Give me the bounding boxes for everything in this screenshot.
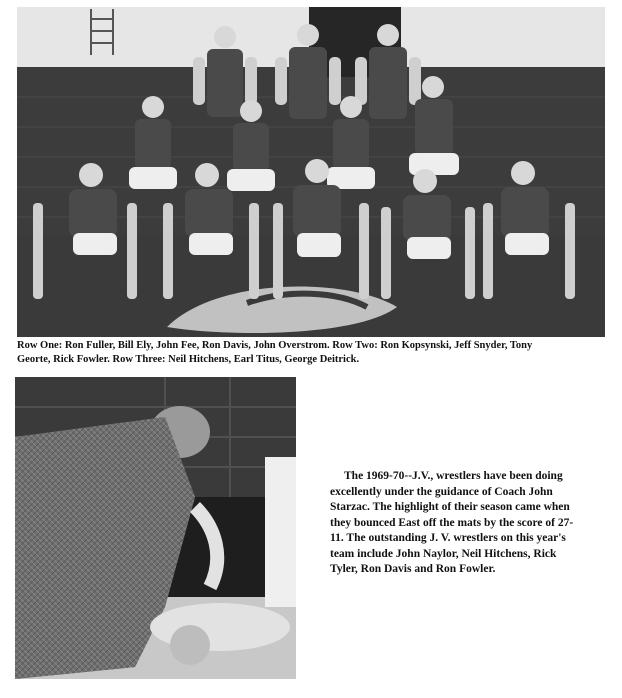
article-paragraph: The 1969-70--J.V., wrestlers have been doing excellently under the guidance of Coach John Starzac. The highlight of their season came when they bounced East off the mats by the score of 27-11. The outstanding J. V. wrestlers on this year's team include John Naylor, Neil Hitchens, Rick Tyler, Ron Davis and Ron Fowler. bbox=[330, 470, 574, 575]
team-photo bbox=[17, 7, 605, 337]
action-photo bbox=[15, 377, 296, 679]
photo-caption: Row One: Ron Fuller, Bill Ely, John Fee, Ron Davis, John Overstrom. Row Two: Ron Kopsynski, Jeff Snyder, Tony Georte, Rick Fowler. Row Three: Neil Hitchens, Earl Titus, George Deitrick. bbox=[17, 340, 533, 365]
article-text bbox=[330, 469, 580, 578]
